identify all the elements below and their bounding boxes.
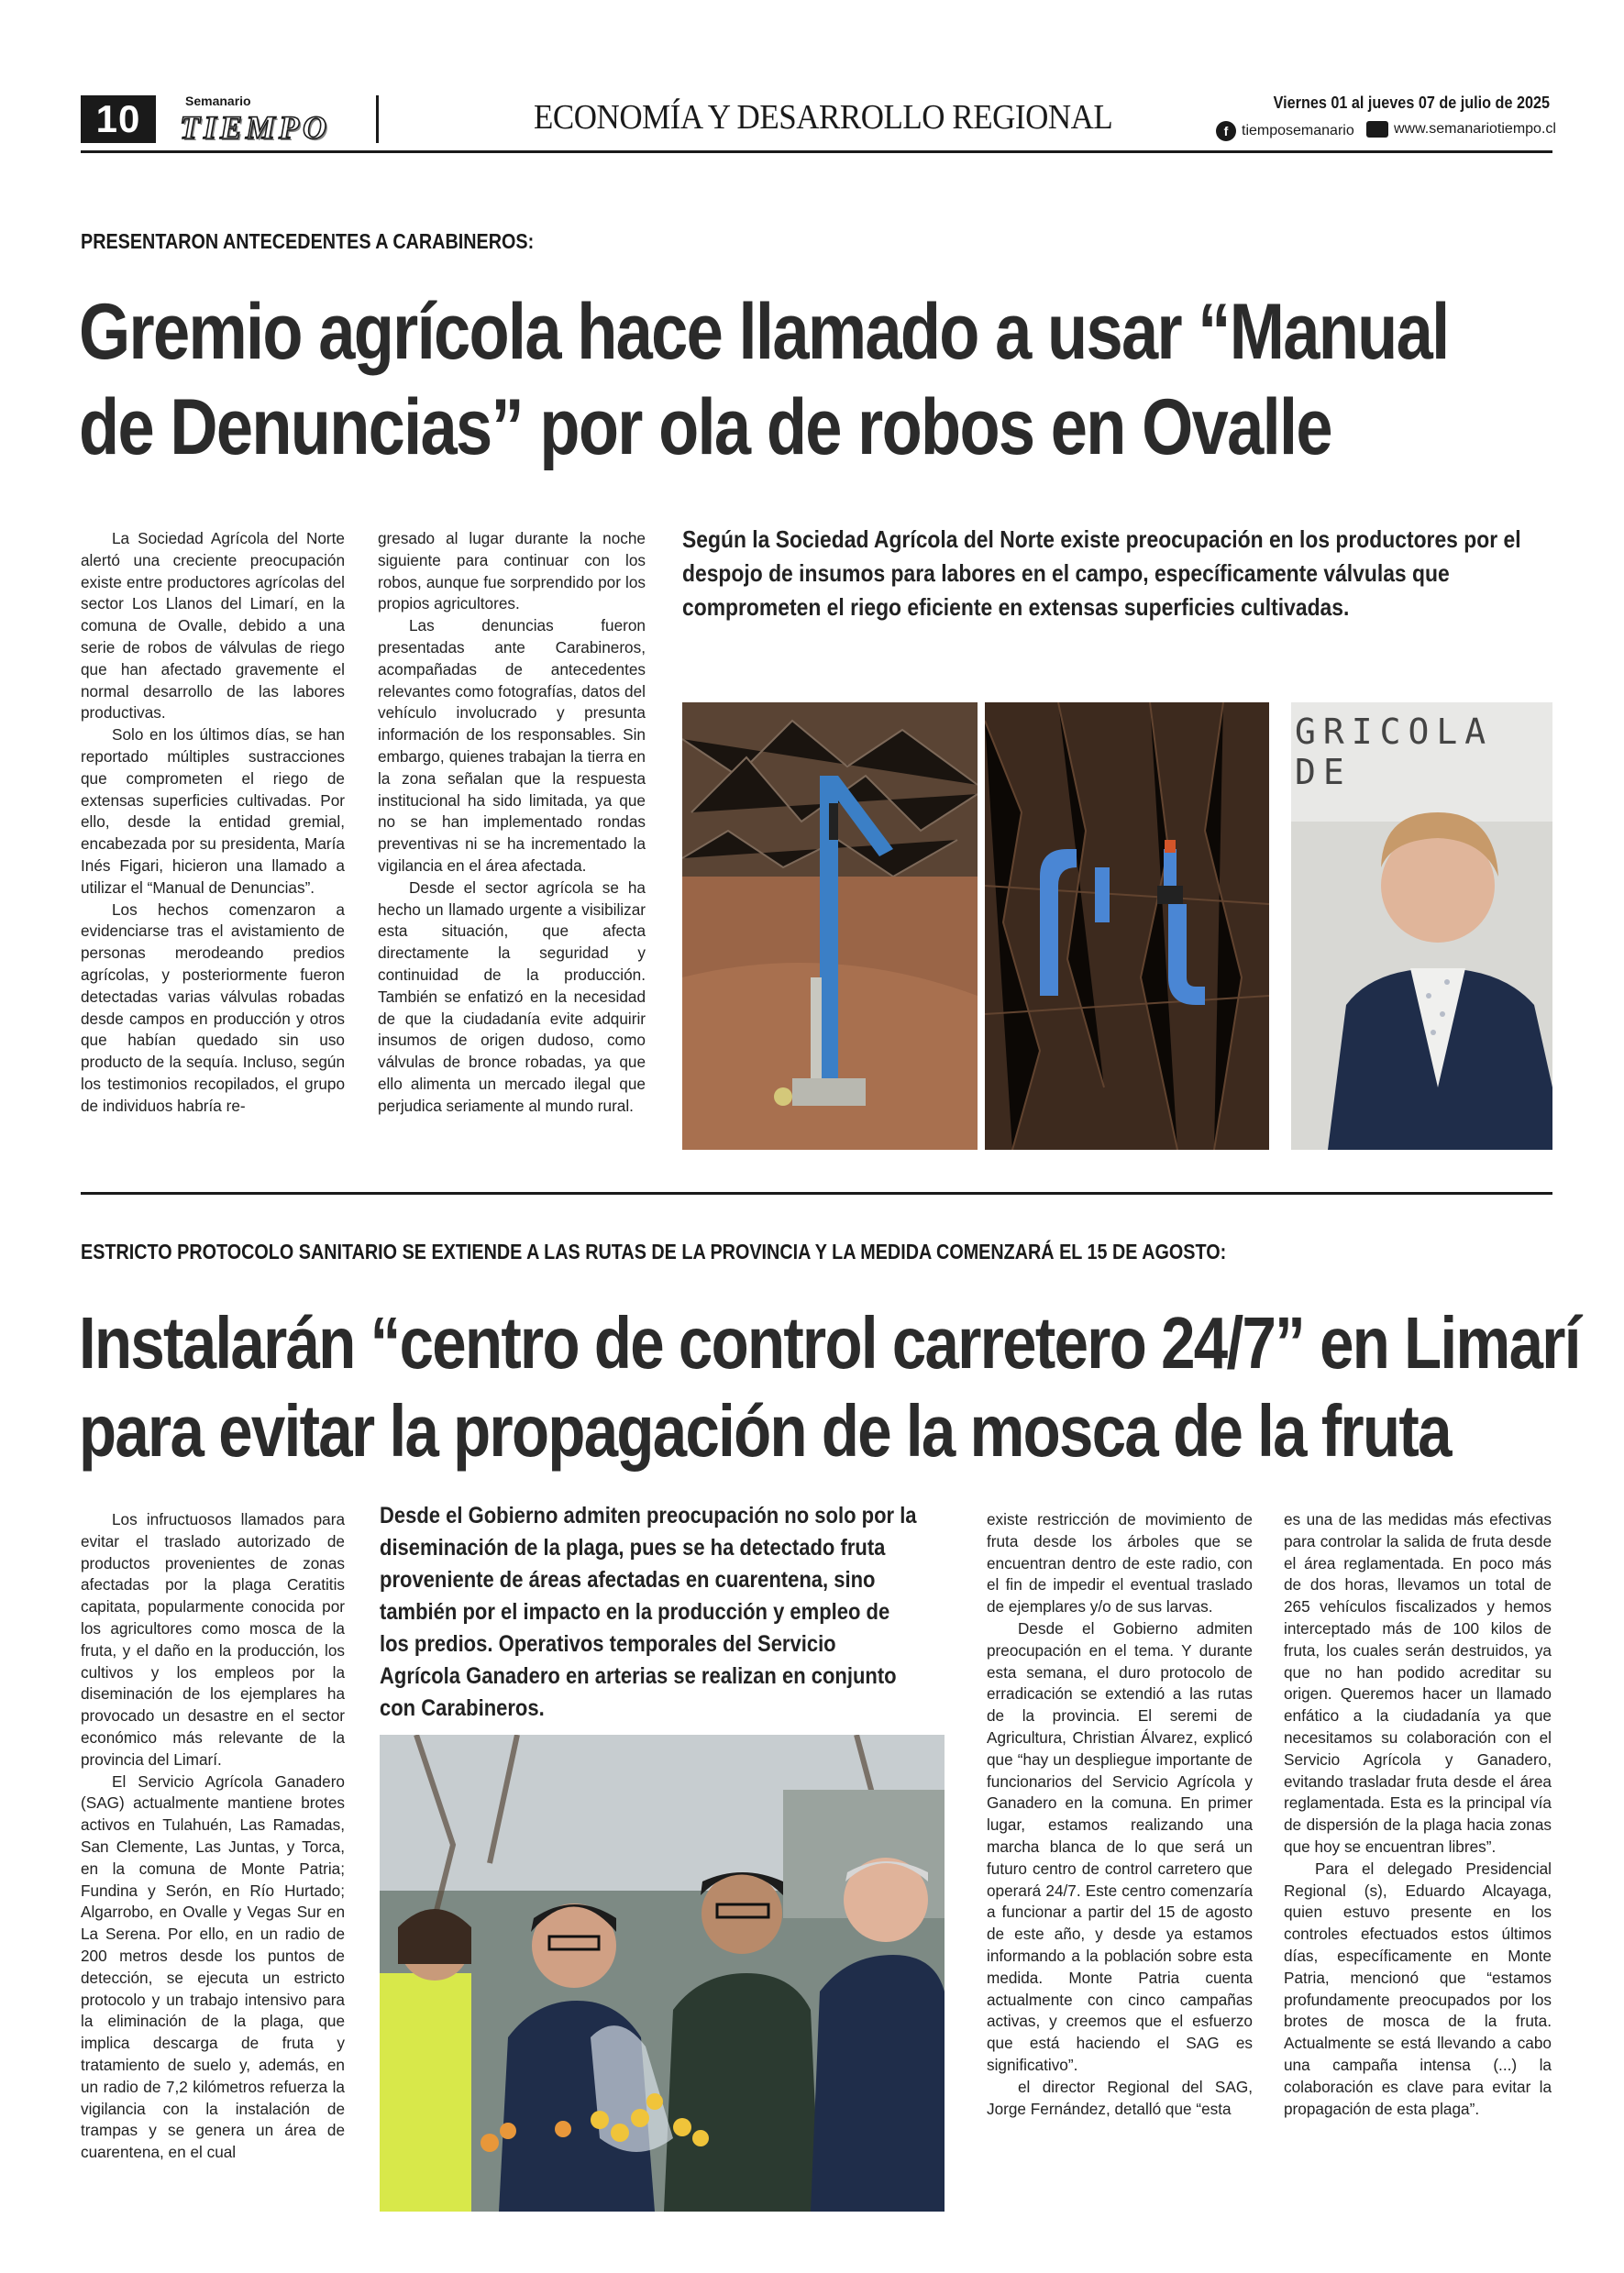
paragraph: el director Regional del SAG, Jorge Fernández, detalló que “esta: [987, 2077, 1253, 2118]
paragraph: Los hechos comenzaron a evidenciarse tras el avistamiento de personas merodeando predios agrícolas, y posteriormente fueron detectadas varias válvulas robadas desde campos en producción y otros que habían quedado sin uso producto de la sequía. Incluso, según los testimonios recopilados, el grupo de individuos habría re-: [81, 899, 345, 1115]
social-handle: [1216, 121, 1354, 141]
paragraph: Para el delegado Presidencial Regional (s), Eduardo Alcayaga, quien estuvo presente en los controles efectuados estos últimos días, específicamente en Monte Patria, mencionó que “estamos profundamente preocupados por los brotes de mosca de la fruta. Actualmente se está llevando a cabo una campaña intensa (...) la colaboración es clave para evitar la propagación de esta plaga”.: [1284, 1859, 1552, 2118]
article2-column-3: [987, 1509, 1253, 2120]
photo-president-portrait: [1291, 702, 1552, 1150]
web-icon: [1366, 121, 1388, 138]
page-number: 10: [81, 95, 156, 143]
paragraph: Desde el Gobierno admiten preocupación en el tema. Y durante esta semana, el duro protocolo de erradicación se extendió a las rutas de la provincia. El seremi de Agricultura, Christian Álvarez, explicó que “hay un despliegue importante de funcionarios del Servicio Agrícola y Ganadero en la comuna. En primer lugar, estamos realizando una marcha blanca de lo que será un futuro centro de control carretero que operará 24/7. Este centro comenzaría a funcionar a partir del 15 de agosto de este año, y desde ya estamos informando a la población sobre esta medida. Monte Patria cuenta actualmente con cinco campañas activas, y creemos que el esfuerzo que está haciendo el SAG es significativo”.: [987, 1618, 1253, 2074]
article1-column-1: [81, 528, 345, 1118]
article1-column-2: [378, 528, 646, 1118]
photo-blue-pipes: [985, 702, 1269, 1150]
paragraph: Solo en los últimos días, se han reportado múltiples sustracciones que comprometen el riego de extensas superficies cultivadas. Por ello, desde la entidad gremial, encabezada por su presidenta, María Inés Figari, hicieron una llamado a utilizar el “Manual de Denuncias”.: [81, 725, 345, 897]
logo-small-text: Semanario: [185, 94, 251, 108]
article2-standfirst: Desde el Gobierno admiten preocupación no solo por la diseminación de la plaga, pues se ha detectado fruta proveniente de áreas afectadas en cuarentena, sino también por el impacto en la producción y empleo de los predios. Operativos temporales del Servicio Agrícola Ganadero en arterias se realizan en conjunto con Carabineros.: [380, 1503, 917, 1721]
newspaper-logo: TIEMPO: [180, 109, 331, 146]
article1-kicker: PRESENTARON ANTECEDENTES A CARABINEROS:: [81, 229, 535, 253]
article2-headline-line2: para evitar la propagación de la mosca de la fruta: [79, 1390, 1451, 1472]
issue-date: Viernes 01 al jueves 07 de julio de 2025: [1273, 94, 1550, 112]
section-title: ECONOMÍA Y DESARROLLO REGIONAL: [534, 98, 1113, 137]
paragraph: existe restricción de movimiento de fruta desde los árboles que se encuentran dentro de este radio, con el fin de impedir el eventual traslado de ejemplares y/o de sus larvas.: [987, 1510, 1253, 1616]
article1-standfirst: Según la Sociedad Agrícola del Norte existe preocupación en los productores por el despojo de insumos para labores en el campo, específicamente válvulas que comprometen el riego eficiente en extensas superficies cultivadas.: [682, 525, 1521, 621]
article-divider: [81, 1192, 1552, 1195]
paragraph: Las denuncias fueron presentadas ante Carabineros, acompañadas de antecedentes relevantes como fotografías, datos del vehículo involucrado y presunta información de los responsables. Sin embargo, quienes trabajan la tierra en la zona señalan que la respuesta institucional ha sido limitada, ya que no se han implementado rondas preventivas ni se ha incrementado la vigilancia en el área afectada.: [378, 616, 646, 875]
photo-sag-officials: [380, 1735, 945, 2212]
facebook-icon: f: [1216, 121, 1236, 141]
article2-headline-line1: Instalarán “centro de control carretero 24/7” en Limarí: [79, 1302, 1580, 1384]
photo-sign-text: GRICOLA DE: [1295, 712, 1494, 792]
header-divider: [376, 95, 379, 143]
article2-kicker: ESTRICTO PROTOCOLO SANITARIO SE EXTIENDE A LAS RUTAS DE LA PROVINCIA Y LA MEDIDA COMENZARÁ EL 15 DE AGOSTO:: [81, 1240, 1227, 1263]
paragraph: gresado al lugar durante la noche siguiente para continuar con los robos, aunque fue sorprendido por los propios agricultores.: [378, 529, 646, 613]
website: [1366, 121, 1556, 138]
photo-valve-field: [682, 702, 978, 1150]
article2-column-1: [81, 1509, 345, 2164]
paragraph: La Sociedad Agrícola del Norte alertó una creciente preocupación existe entre productores agrícolas del sector Los Llanos del Limarí, en la comuna de Ovalle, debido a una serie de robos de válvulas de riego que han afectado gravemente el normal desarrollo de las labores productivas.: [81, 529, 345, 723]
article1-headline-line2: de Denuncias” por ola de robos en Ovalle: [79, 383, 1331, 471]
paragraph: El Servicio Agrícola Ganadero (SAG) actualmente mantiene brotes activos en Tulahuén, Las Ramadas, San Clemente, Las Juntas, y Torca, en la comuna de Monte Patria; Fundina y Serón, en Río Hurtado; Algarrobo, en Ovalle y Vegas Sur en La Serena. Por ello, en un radio de 200 metros desde los puntos de detección, se ejecuta un estricto protocolo y un trabajo intensivo para la eliminación de la plaga, que implica descarga de fruta y tratamiento de suelo y, además, en un radio de 7,2 kilómetros refuerza la vigilancia con la instalación de trampas y se genera un área de cuarentena, en el cual: [81, 1771, 345, 2162]
article1-headline-line1: Gremio agrícola hace llamado a usar “Manual: [79, 288, 1449, 376]
website-text: www.semanariotiempo.cl: [1394, 121, 1556, 137]
article2-column-4: [1284, 1509, 1552, 2120]
social-handle-text: tiemposemanario: [1242, 123, 1354, 138]
paragraph: Los infructuosos llamados para evitar el traslado autorizado de productos provenientes de zonas afectadas por la plaga Ceratitis capitata, popularmente conocida por los agricultores como mosca de la fruta, y el daño en la producción, los cultivos y los empleos por la diseminación de los ejemplares ha provocado un desastre en el sector económico más relevante de la provincia del Limarí.: [81, 1510, 345, 1769]
paragraph: es una de las medidas más efectivas para controlar la salida de fruta desde el área reglamentada. En poco más de dos horas, llevamos un total de 265 vehículos fiscalizados y hemos interceptado más de 100 kilos de fruta, los cuales serán destruidos, ya que no han podido acreditar su origen. Queremos hacer un llamado enfático a la ciudadanía ya que necesitamos su colaboración con el Servicio Agrícola y Ganadero, evitando trasladar fruta desde el área reglamentada. Esta es la principal vía de dispersión de la plaga hacia zonas que hoy se encuentran libres”.: [1284, 1510, 1552, 1856]
paragraph: Desde el sector agrícola se ha hecho un llamado urgente a visibilizar esta situación, que afecta directamente la seguridad y continuidad de la producción. También se enfatizó en la necesidad de que la ciudadanía evite adquirir insumos de origen dudoso, como válvulas de bronce robadas, ya que ello alimenta un mercado ilegal que perjudica seriamente al mundo rural.: [378, 877, 646, 1115]
header-rule: [81, 150, 1552, 153]
